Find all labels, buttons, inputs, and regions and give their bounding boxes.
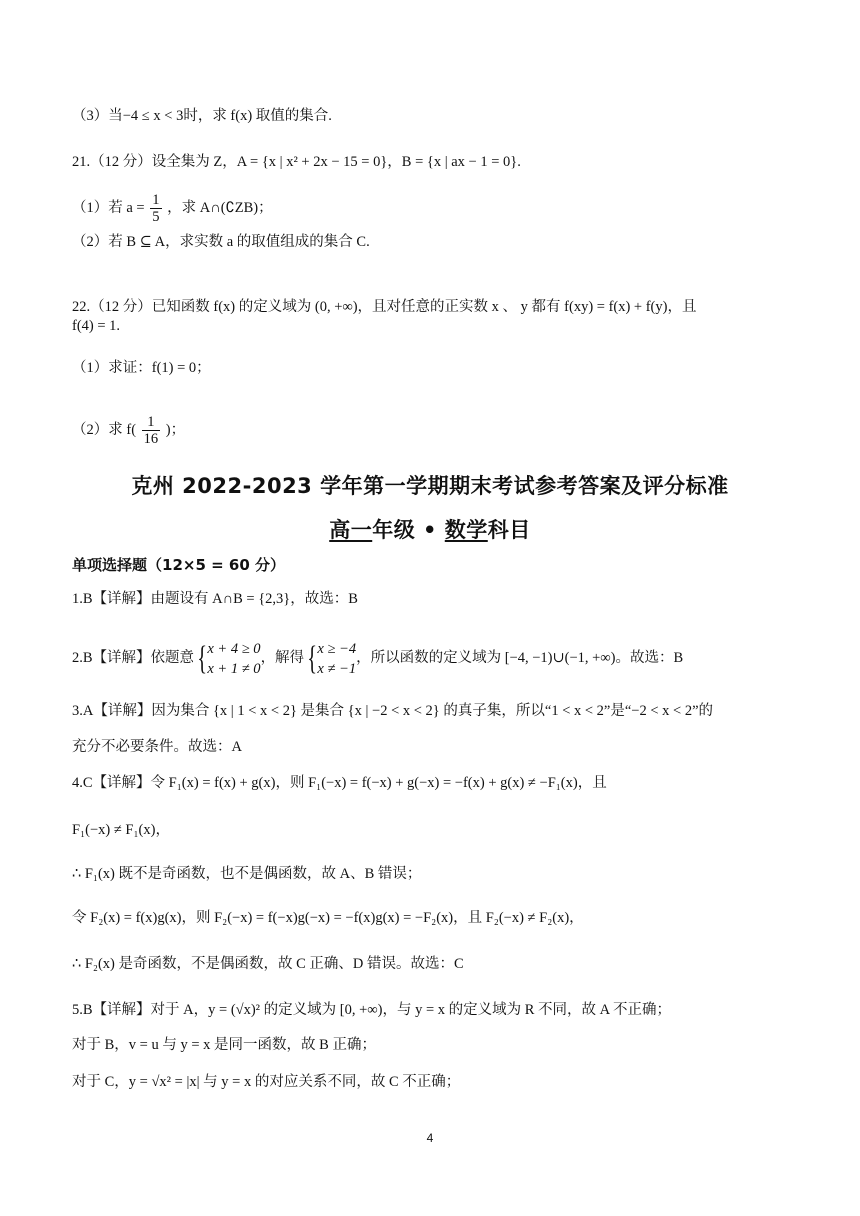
answer-2-mid: ，解得	[260, 650, 305, 666]
equation-system-2	[317, 639, 356, 679]
q22-part2	[72, 414, 790, 447]
subtitle-grade: 高一	[329, 518, 373, 542]
page-number: 4	[426, 1131, 434, 1145]
fraction-denominator: 16	[143, 431, 159, 447]
q20-part3: （3）当−4 ≤ x < 3时，求 f(x) 取值的集合.	[72, 108, 332, 124]
q22-stem: 22.（12 分）已知函数 f(x) 的定义域为 (0, +∞)，且对任意的正实数 x 、 y 都有 f(xy) = f(x) + f(y)，且	[72, 299, 697, 315]
answer-2-prefix: 2.B【详解】依题意	[72, 650, 195, 666]
answer-3-line-1: 3.A【详解】因为集合 {x | 1 < x < 2} 是集合 {x | −2 < x < 2} 的真子集，所以“1 < x < 2”是“−2 < x < 2”的	[72, 703, 714, 719]
answer-2	[72, 636, 790, 680]
q21-part2: （2）若 B ⊆ A，求实数 a 的取值组成的集合 C.	[72, 234, 370, 250]
answer-4-line-2: F₁(−x) ≠ F₁(x)，	[72, 822, 170, 838]
q21-part1-suffix: ，求 A∩(∁ZB)；	[167, 199, 273, 216]
answer-5-line-1: 5.B【详解】对于 A，y = (√x)² 的定义域为 [0, +∞)，与 y = x 的定义域为 R 不同，故 A 不正确；	[72, 1002, 671, 1018]
answer-title: 克州 2022-2023 学年第一学期期末考试参考答案及评分标准	[131, 474, 729, 498]
subtitle-subject-label: 科目	[487, 518, 531, 542]
left-brace-icon: {	[197, 639, 208, 677]
equation-system-1	[207, 639, 260, 679]
q22-stem-cont: f(4) = 1.	[72, 318, 121, 334]
q21-part1-prefix: （1）若 a =	[72, 199, 145, 216]
answer-subtitle	[0, 514, 860, 544]
answer-5-line-2: 对于 B，v = u 与 y = x 是同一函数，故 B 正确；	[72, 1037, 376, 1053]
left-brace-icon: {	[307, 639, 318, 677]
subtitle-grade-label: 年级 •	[372, 518, 445, 542]
answer-4-line-5: ∴ F₂(x) 是奇函数，不是偶函数，故 C 正确、D 错误。故选：C	[72, 956, 464, 972]
fraction-denominator: 5	[152, 209, 160, 225]
answer-5-line-3: 对于 C，y = √x² = |x| 与 y = x 的对应关系不同，故 C 不正确；	[72, 1074, 461, 1090]
subtitle-subject: 数学	[444, 518, 488, 542]
fraction-numerator: 1	[142, 414, 161, 431]
q21-part1	[72, 192, 790, 225]
system-1-row-2: x + 1 ≠ 0	[207, 660, 261, 677]
q21-stem: 21.（12 分）设全集为 Z，A = {x | x² + 2x − 15 = 0}，B = {x | ax − 1 = 0}.	[72, 154, 521, 170]
fraction-numerator: 1	[152, 192, 160, 208]
fraction-one-sixteenth	[142, 414, 161, 447]
answer-2-suffix: ，所以函数的定义域为 [−4, −1)∪(−1, +∞)。故选：B	[356, 650, 684, 666]
system-2-row-1: x ≥ −4	[317, 640, 357, 657]
answer-4-line-4: 令 F₂(x) = f(x)g(x)，则 F₂(−x) = f(−x)g(−x) = −f(x)g(x) = −F₂(x)，且 F₂(−x) ≠ F₂(x)，	[72, 910, 584, 926]
q22-part2-suffix: )；	[165, 421, 186, 438]
section-heading: 单项选择题（12×5 = 60 分）	[72, 556, 285, 574]
answer-4-line-3: ∴ F₁(x) 既不是奇函数，也不是偶函数，故 A、B 错误；	[72, 866, 422, 882]
answer-3-line-2: 充分不必要条件。故选：A	[72, 739, 242, 755]
q22-part1: （1）求证：f(1) = 0；	[72, 360, 211, 376]
system-1-row-1: x + 4 ≥ 0	[207, 640, 261, 657]
answer-4-line-1: 4.C【详解】令 F₁(x) = f(x) + g(x)，则 F₁(−x) = f(−x) + g(−x) = −f(x) + g(x) ≠ −F₁(x)，且	[72, 775, 607, 791]
q22-part2-prefix: （2）求 f(	[72, 421, 137, 438]
fraction-one-fifth	[150, 192, 161, 225]
answer-1: 1.B【详解】由题设有 A∩B = {2,3}，故选：B	[72, 591, 358, 607]
system-2-row-2: x ≠ −1	[317, 660, 357, 677]
